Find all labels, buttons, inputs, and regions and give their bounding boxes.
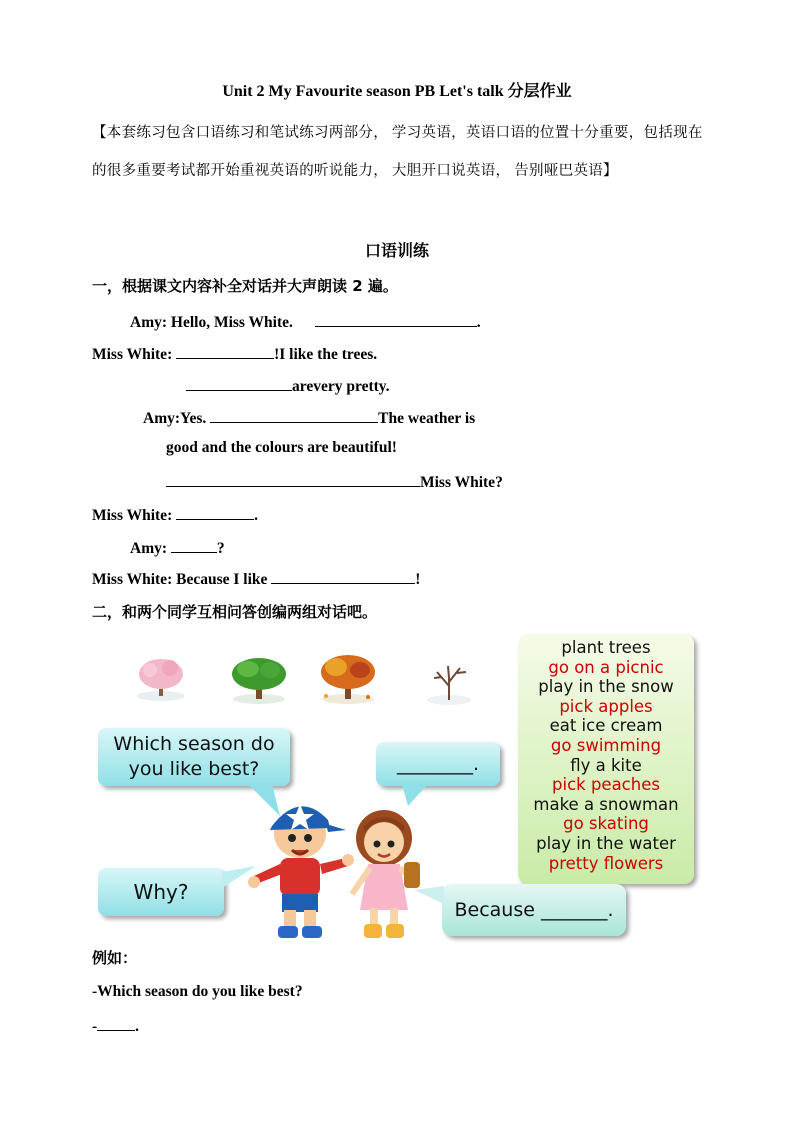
winter-tree-icon [422, 660, 476, 706]
part2-heading: 二，和两个同学互相问答创编两组对话吧。 [92, 603, 378, 621]
example-question: -Which season do you like best? [92, 983, 303, 1000]
boy-character [242, 790, 354, 940]
because-bubble: Because _______. [442, 884, 626, 936]
blank[interactable] [97, 1015, 135, 1031]
blank[interactable] [176, 504, 254, 520]
blank[interactable] [315, 311, 477, 327]
page-title: Unit 2 My Favourite season PB Let's talk 分层作业 [222, 83, 572, 100]
word-bank-item: play in the water [536, 833, 676, 853]
blank[interactable] [171, 537, 217, 553]
blank[interactable] [166, 471, 420, 487]
section-heading: 口语训练 [364, 243, 429, 260]
dialogue-line-2: Miss White: !I like the trees. [92, 343, 377, 364]
example-answer: - . [92, 1015, 139, 1036]
blank[interactable] [210, 407, 378, 423]
dialogue-line-7: Miss White: . [92, 504, 258, 525]
why-bubble: Why? [98, 868, 224, 916]
answer-bubble: ________. [376, 742, 500, 786]
blank[interactable] [176, 343, 274, 359]
dialogue-line-3: arevery pretty. [186, 375, 390, 396]
dialogue-line-1: Amy: Hello, Miss White. . [130, 311, 481, 332]
word-bank-item: go skating [563, 814, 649, 834]
word-bank-item: fly a kite [570, 755, 642, 775]
dialogue-line-4: Amy:Yes. The weather is [143, 407, 475, 428]
word-bank-item: pretty flowers [548, 853, 664, 873]
word-bank-list [518, 638, 694, 873]
dialogue-line-8: Amy: ? [130, 537, 225, 558]
girl-character [342, 802, 428, 940]
example-label: 例如： [92, 949, 138, 967]
autumn-tree-icon [316, 652, 380, 706]
word-bank-item: go swimming [550, 735, 662, 755]
spring-tree-icon [132, 656, 190, 704]
intro-text: 【本套练习包含口语练习和笔试练习两部分， 学习英语，英语口语的位置十分重要，包括现在的很多重要考试都开始重视英语的听说能力， 大胆开口说英语， 告别哑巴英语】 [92, 125, 703, 179]
question-bubble [98, 728, 290, 786]
question-line-2: you like best? [128, 758, 260, 780]
dialogue-line-9: Miss White: Because I like ! [92, 568, 420, 589]
word-bank-item: eat ice cream [549, 716, 663, 736]
dialogue-line-6: Miss White? [166, 471, 503, 492]
word-bank-item: go on a picnic [548, 657, 664, 677]
dialogue-illustration [96, 630, 700, 942]
part1-heading: 一，根据课文内容补全对话并大声朗读 2 遍。 [92, 277, 398, 295]
word-bank-item: plant trees [561, 638, 651, 657]
word-bank-item: make a snowman [533, 794, 679, 814]
word-bank-item: pick peaches [552, 775, 660, 795]
summer-tree-icon [228, 654, 290, 706]
dialogue-line-5: good and the colours are beautiful! [166, 439, 397, 456]
blank[interactable] [271, 568, 415, 584]
blank[interactable] [186, 375, 292, 391]
word-bank-item: pick apples [559, 696, 653, 716]
question-line-1: Which season do [113, 733, 275, 755]
word-bank-item: play in the snow [538, 677, 674, 697]
word-bank [518, 634, 694, 884]
